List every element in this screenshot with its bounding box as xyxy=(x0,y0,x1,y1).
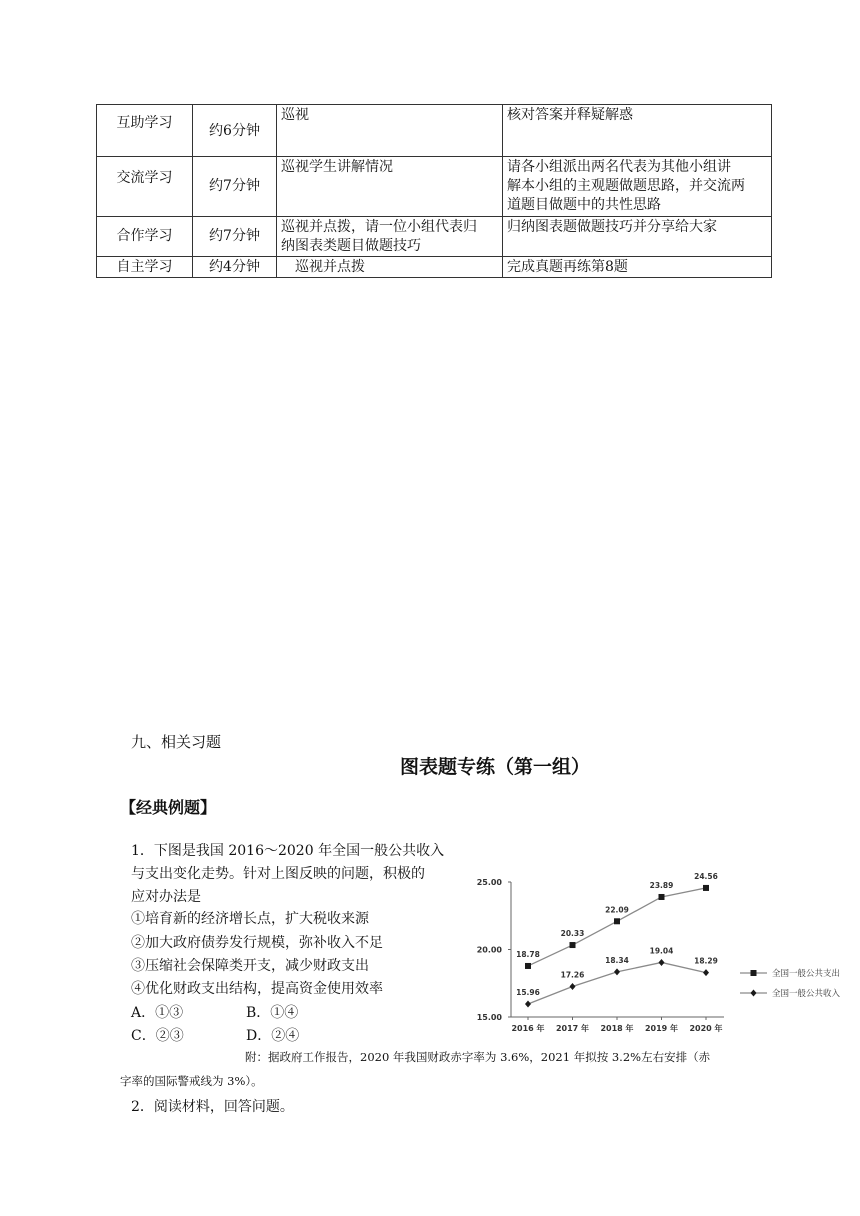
chart-svg xyxy=(460,862,860,1042)
stage-cell xyxy=(97,157,193,217)
table-row xyxy=(97,257,772,278)
time-label: 约6分钟 xyxy=(209,123,260,139)
x-tick-label: 2016 年 xyxy=(511,1024,545,1033)
time-cell xyxy=(193,257,277,278)
data-label: 23.89 xyxy=(649,880,674,890)
student-activity-line: 请各小组派出两名代表为其他小组讲 xyxy=(507,159,731,175)
time-cell xyxy=(193,105,277,157)
data-point-square xyxy=(570,942,576,948)
data-point-diamond xyxy=(703,969,709,976)
choice-b xyxy=(246,1002,298,1022)
x-tick-label: 2017 年 xyxy=(555,1024,590,1033)
student-cell xyxy=(503,257,772,278)
choice-letter: A． xyxy=(131,1005,156,1021)
stage-cell xyxy=(97,257,193,278)
teacher-cell xyxy=(277,157,503,217)
data-point-square xyxy=(614,918,620,924)
x-tick-label: 2020 年 xyxy=(689,1024,723,1033)
stage-cell xyxy=(97,217,193,257)
subheading: 【经典例题】 xyxy=(120,798,217,817)
student-cell xyxy=(503,217,772,257)
data-point-square xyxy=(525,963,531,969)
note-line: 字率的国际警戒线为 3%）。 xyxy=(120,1074,263,1088)
option-item: ①培育新的经济增长点，扩大税收来源 xyxy=(131,911,369,927)
x-tick-label: 2018 年 xyxy=(600,1024,634,1033)
note-line: 附：据政府工作报告，2020 年我国财政赤字率为 3.6%，2021 年拟按 3.2%左右安排（赤 xyxy=(245,1050,711,1064)
student-activity-line: 道题目做题中的共性思路 xyxy=(507,197,661,213)
choice-value: ②④ xyxy=(271,1028,300,1044)
student-activity: 核对答案并释疑解惑 xyxy=(507,107,633,123)
data-label: 15.96 xyxy=(516,988,540,998)
data-label: 19.04 xyxy=(649,946,674,956)
revenue-expenditure-chart xyxy=(460,862,860,1042)
data-label: 17.26 xyxy=(560,970,585,980)
choice-letter: D． xyxy=(246,1028,272,1044)
student-activity: 归纳图表题做题技巧并分享给大家 xyxy=(507,219,717,235)
question-stem-line: 应对办法是 xyxy=(131,889,201,905)
option-item: ④优化财政支出结构，提高资金使用效率 xyxy=(131,981,383,997)
data-point-diamond xyxy=(525,1001,531,1008)
data-label: 18.29 xyxy=(694,956,718,966)
table-row xyxy=(97,105,772,157)
legend-marker-diamond xyxy=(751,990,757,997)
data-point-diamond xyxy=(659,959,665,966)
choice-c xyxy=(131,1025,184,1045)
student-cell xyxy=(503,157,772,217)
stage-label: 自主学习 xyxy=(116,259,173,275)
choice-letter: C． xyxy=(131,1028,156,1044)
choice-letter: B． xyxy=(246,1005,271,1021)
choice-value: ①④ xyxy=(270,1005,299,1021)
lesson-table xyxy=(96,104,772,278)
stage-label: 合作学习 xyxy=(116,228,173,244)
time-label: 约4分钟 xyxy=(209,259,260,275)
teacher-cell xyxy=(277,105,503,157)
choice-value: ①③ xyxy=(155,1005,184,1021)
question-2: 2．阅读材料，回答问题。 xyxy=(131,1099,294,1115)
data-point-diamond xyxy=(570,983,576,990)
choice-a xyxy=(131,1002,183,1022)
student-activity: 完成真题再练第8题 xyxy=(507,259,628,275)
y-tick-label: 20.00 xyxy=(476,945,502,955)
x-tick-label: 2019 年 xyxy=(644,1024,679,1033)
question-stem-line: 1．下图是我国 2016～2020 年全国一般公共收入 xyxy=(131,843,445,859)
student-activity-line: 解本小组的主观题做题思路，并交流两 xyxy=(507,178,745,194)
teacher-activity-line: 巡视并点拨，请一位小组代表归 xyxy=(281,219,477,235)
table-row xyxy=(97,157,772,217)
time-label: 约7分钟 xyxy=(209,228,260,244)
series-line xyxy=(528,888,706,966)
y-tick-label: 25.00 xyxy=(476,878,502,887)
data-label: 18.78 xyxy=(516,949,540,959)
data-point-square xyxy=(703,885,709,891)
teacher-activity: 巡视 xyxy=(281,107,309,123)
legend-label: 全国一般公共收入 xyxy=(772,989,841,999)
stage-label: 互助学习 xyxy=(116,115,173,131)
option-item: ②加大政府债券发行规模，弥补收入不足 xyxy=(131,935,383,951)
option-item: ③压缩社会保障类开支，减少财政支出 xyxy=(131,958,369,974)
stage-cell xyxy=(97,105,193,157)
data-label: 20.33 xyxy=(560,929,585,939)
time-cell xyxy=(193,157,277,217)
teacher-activity: 巡视学生讲解情况 xyxy=(281,159,393,175)
teacher-activity: 巡视并点拨 xyxy=(295,259,365,275)
teacher-cell xyxy=(277,217,503,257)
time-label: 约7分钟 xyxy=(209,178,260,194)
question-stem-line: 与支出变化走势。针对上图反映的问题，积极的 xyxy=(131,866,425,882)
stage-label: 交流学习 xyxy=(116,170,173,186)
legend-marker-square xyxy=(751,970,757,976)
section-heading: 九、相关习题 xyxy=(131,733,222,751)
legend-label: 全国一般公共支出 xyxy=(772,969,841,979)
teacher-activity-line: 纳图表类题目做题技巧 xyxy=(281,238,421,254)
data-label: 24.56 xyxy=(694,871,718,881)
choice-value: ②③ xyxy=(155,1028,184,1044)
data-point-diamond xyxy=(614,968,620,975)
teacher-cell xyxy=(277,257,503,278)
data-label: 18.34 xyxy=(605,955,629,965)
table-row xyxy=(97,217,772,257)
time-cell xyxy=(193,217,277,257)
data-label: 22.09 xyxy=(605,905,629,915)
choice-d xyxy=(246,1025,299,1045)
page-title: 图表题专练（第一组） xyxy=(399,756,590,778)
y-tick-label: 15.00 xyxy=(476,1013,502,1022)
student-cell xyxy=(503,105,772,157)
data-point-square xyxy=(659,894,665,900)
